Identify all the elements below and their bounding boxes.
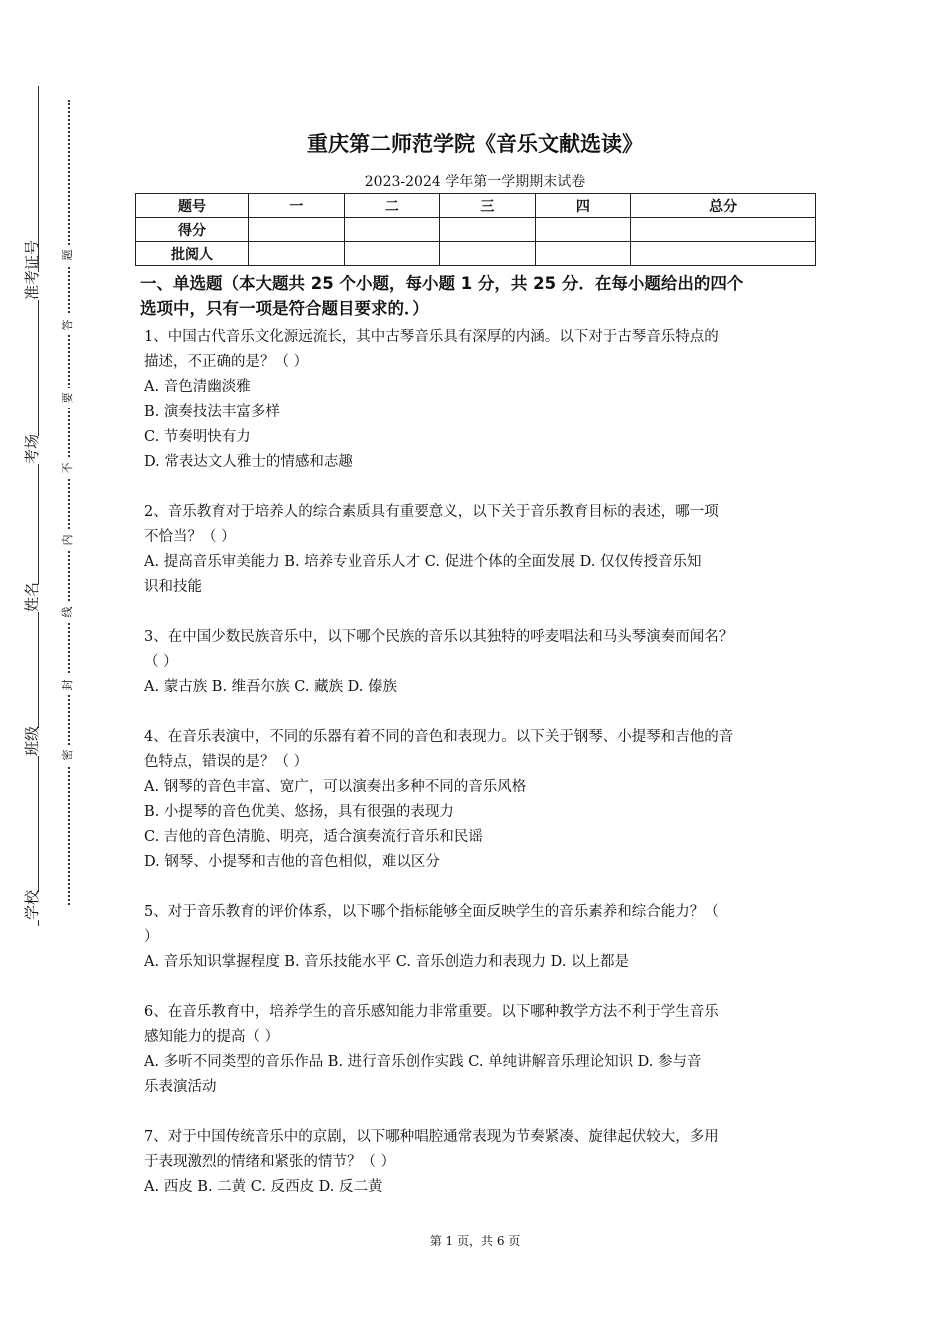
question-4 (144, 725, 816, 875)
exam-content (140, 271, 816, 1225)
question-3 (144, 625, 816, 700)
score-table (135, 193, 816, 266)
question-line: 7、对于中国传统音乐中的京剧，以下哪种唱腔通常表现为节奏紧凑、旋律起伏较大，多用 (144, 1129, 719, 1145)
exam-title: 重庆第二师范学院《音乐文献选读》 (307, 132, 643, 156)
field-exam-id: 准考证号 (18, 272, 46, 300)
option-c: C. 节奏明快有力 (144, 429, 251, 445)
options-line: A. 蒙古族 B. 维吾尔族 C. 藏族 D. 傣族 (144, 679, 398, 695)
options-line: A. 西皮 B. 二黄 C. 反西皮 D. 反二黄 (144, 1179, 383, 1195)
row-label: 得分 (136, 218, 249, 242)
header-cell: 二 (344, 194, 440, 218)
reviewer-cell[interactable] (535, 242, 631, 266)
seal-char: 内 (58, 530, 78, 550)
field-name: 姓名 (18, 584, 46, 612)
header-cell: 题号 (136, 194, 249, 218)
row-label: 批阅人 (136, 242, 249, 266)
seal-char: 线 (58, 602, 78, 622)
score-row (136, 218, 816, 242)
question-5 (144, 900, 816, 975)
options-line: A. 多听不同类型的音乐作品 B. 进行音乐创作实践 C. 单纯讲解音乐理论知识 D. 参与音 (144, 1054, 702, 1070)
header-cell: 四 (535, 194, 631, 218)
seal-char: 封 (58, 675, 78, 695)
question-line: 于表现激烈的情绪和紧张的情节？（ ） (144, 1154, 396, 1170)
score-cell[interactable] (631, 218, 816, 242)
question-line: 色特点，错误的是？（ ） (144, 754, 309, 770)
question-1 (144, 325, 816, 475)
score-cell[interactable] (535, 218, 631, 242)
page-footer: 第 1 页，共 6 页 (429, 1234, 521, 1248)
options-line: A. 音乐知识掌握程度 B. 音乐技能水平 C. 音乐创造力和表现力 D. 以上都是 (144, 954, 630, 970)
seal-char: 不 (58, 458, 78, 478)
question-line: 5、对于音乐教育的评价体系，以下哪个指标能够全面反映学生的音乐素养和综合能力？（ (144, 904, 719, 920)
option-b: B. 演奏技法丰富多样 (144, 404, 280, 420)
question-7 (144, 1125, 816, 1200)
header-cell: 总分 (631, 194, 816, 218)
header-cell: 一 (249, 194, 345, 218)
question-line: 1、中国古代音乐文化源远流长，其中古琴音乐具有深厚的内涵。以下对于古琴音乐特点的 (144, 329, 719, 345)
field-class: 班级 (18, 728, 46, 756)
question-line: 描述，不正确的是？（ ） (144, 354, 309, 370)
field-exam-room: 考场 (18, 436, 46, 464)
seal-char: 要 (58, 388, 78, 408)
question-6 (144, 1000, 816, 1100)
section-title (140, 271, 816, 321)
question-line: 不恰当？（ ） (144, 529, 236, 545)
reviewer-row (136, 242, 816, 266)
exam-subtitle: 2023-2024 学年第一学期期末试卷 (364, 174, 586, 190)
seal-char: 答 (58, 315, 78, 335)
option-b: B. 小提琴的音色优美、悠扬，具有很强的表现力 (144, 804, 454, 820)
question-line: ） (144, 929, 159, 945)
reviewer-cell[interactable] (631, 242, 816, 266)
options-line: 乐表演活动 (144, 1079, 217, 1095)
field-school: 学校 (18, 892, 46, 920)
header-cell: 三 (440, 194, 536, 218)
reviewer-cell[interactable] (249, 242, 345, 266)
score-cell[interactable] (440, 218, 536, 242)
option-a: A. 音色清幽淡雅 (144, 379, 251, 395)
reviewer-cell[interactable] (440, 242, 536, 266)
score-table-header-row (136, 194, 816, 218)
options-line: A. 提高音乐审美能力 B. 培养专业音乐人才 C. 促进个体的全面发展 D. 仅仅传授音乐知 (144, 554, 702, 570)
option-a: A. 钢琴的音色丰富、宽广，可以演奏出多种不同的音乐风格 (144, 779, 527, 795)
options-line: 识和技能 (144, 579, 202, 595)
seal-dotted-line (68, 100, 70, 905)
question-line: 4、在音乐表演中，不同的乐器有着不同的音色和表现力。以下关于钢琴、小提琴和吉他的音 (144, 729, 734, 745)
seal-char: 密 (58, 745, 78, 765)
score-cell[interactable] (344, 218, 440, 242)
fill-in-line (38, 86, 39, 926)
option-c: C. 吉他的音色清脆、明亮，适合演奏流行音乐和民谣 (144, 829, 483, 845)
option-d: D. 常表达文人雅士的情感和志趣 (144, 454, 353, 470)
section-title-line: 一、单选题（本大题共 25 个小题，每小题 1 分，共 25 分．在每小题给出的四个 (140, 274, 744, 293)
question-line: 3、在中国少数民族音乐中，以下哪个民族的音乐以其独特的呼麦唱法和马头琴演奏而闻名？ (144, 629, 734, 645)
question-line: 感知能力的提高（ ） (144, 1029, 280, 1045)
question-line: （ ） (144, 654, 178, 670)
question-line: 2、音乐教育对于培养人的综合素质具有重要意义，以下关于音乐教育目标的表述，哪一项 (144, 504, 719, 520)
seal-char: 题 (58, 245, 78, 265)
question-line: 6、在音乐教育中，培养学生的音乐感知能力非常重要。以下哪种教学方法不利于学生音乐 (144, 1004, 719, 1020)
question-2 (144, 500, 816, 600)
option-d: D. 钢琴、小提琴和吉他的音色相似，难以区分 (144, 854, 440, 870)
score-cell[interactable] (249, 218, 345, 242)
section-title-line: 选项中，只有一项是符合题目要求的．） (140, 299, 429, 318)
binding-margin (0, 0, 100, 1344)
reviewer-cell[interactable] (344, 242, 440, 266)
